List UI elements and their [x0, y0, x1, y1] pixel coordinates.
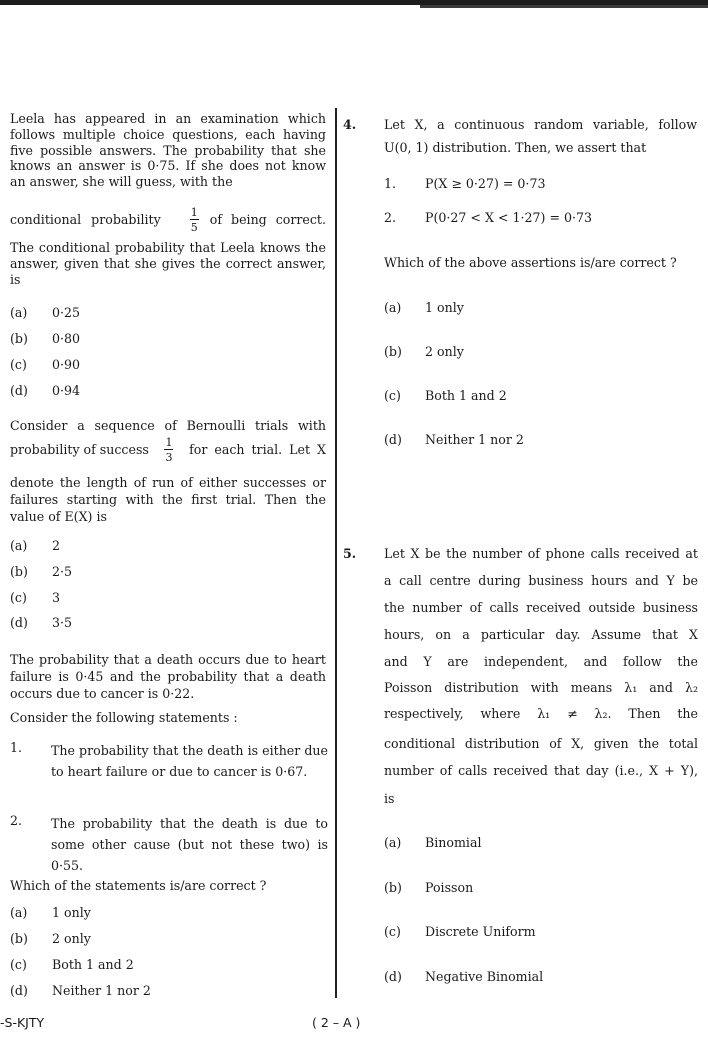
- option-text: 3: [52, 590, 61, 605]
- q3-option-d[interactable]: [10, 983, 151, 998]
- q4-statement-1-number: 1.: [384, 176, 397, 191]
- option-text: Discrete Uniform: [425, 924, 536, 939]
- q2-option-b[interactable]: [10, 564, 72, 579]
- option-label: (c): [10, 590, 27, 605]
- option-label: (b): [10, 931, 28, 946]
- q5-line-6: Poisson distribution with means λ₁ and λ₂: [384, 680, 698, 695]
- q2-rest-text: denote the length of run of either successes or failures starting with the first trial. Then the value of E(X) is: [10, 475, 326, 524]
- q4-line2: U(0, 1) distribution. Then, we assert that: [384, 140, 647, 155]
- option-text: Negative Binomial: [425, 969, 544, 984]
- option-label: (b): [384, 880, 402, 895]
- option-text: Both 1 and 2: [425, 388, 507, 403]
- q4-question: Which of the above assertions is/are correct ?: [384, 255, 677, 270]
- option-text: Poisson: [425, 880, 474, 895]
- q5-option-d[interactable]: [384, 969, 543, 984]
- option-text: 2: [52, 538, 61, 553]
- top-rule-accent: [420, 5, 708, 8]
- option-text: 0·94: [52, 383, 81, 398]
- q3-question: Which of the statements is/are correct ?: [10, 878, 267, 893]
- option-label: (a): [384, 835, 402, 850]
- statement-number: 2.: [10, 813, 23, 828]
- q-prev-stem-fraction-line: [10, 207, 326, 233]
- option-text: 2 only: [52, 931, 91, 946]
- option-label: (b): [10, 331, 28, 346]
- q-prev-question: [10, 240, 326, 287]
- q2-text-probability: probability of success: [10, 441, 149, 457]
- option-label: (c): [384, 388, 401, 403]
- option-text: 1 only: [425, 300, 464, 315]
- q5-line-9: number of calls received that day (i.e., X + Y),: [384, 763, 698, 778]
- option-label: (b): [10, 564, 28, 579]
- option-text: 3·5: [52, 615, 73, 630]
- footer-code: -S-KJTY: [0, 1015, 45, 1030]
- fraction-one-third: [164, 437, 173, 463]
- q3-intro: [10, 651, 326, 702]
- q5-line-2: a call centre during business hours and Y be: [384, 573, 698, 588]
- q4-option-a[interactable]: [384, 300, 464, 315]
- option-label: (a): [10, 305, 28, 320]
- option-text: Neither 1 nor 2: [425, 432, 524, 447]
- q2-option-c[interactable]: [10, 590, 60, 605]
- q2-line1: [10, 418, 326, 435]
- fraction-one-fifth: [190, 207, 199, 233]
- q-prev-option-c[interactable]: [10, 357, 80, 372]
- q-prev-text-correct: of being correct.: [209, 211, 326, 227]
- q3-option-b[interactable]: [10, 931, 91, 946]
- q-prev-option-a[interactable]: [10, 305, 80, 320]
- option-label: (a): [10, 538, 28, 553]
- option-label: (d): [10, 383, 28, 398]
- q-prev-paragraph: Leela has appeared in an examination which follows multiple choice questions, each having five possible answers. The probability that she knows an answer is 0·75. If she does not know an answer, she will guess, with the: [10, 111, 326, 190]
- statement-text: The probability that the death is either due to heart failure or due to cancer is 0·67.: [51, 743, 328, 779]
- q4-line1: Let X, a continuous random variable, follow: [384, 117, 697, 132]
- statement-number: 1.: [10, 740, 23, 755]
- q2-option-d[interactable]: [10, 615, 72, 630]
- option-label: (d): [10, 983, 28, 998]
- option-text: 1 only: [52, 905, 91, 920]
- q5-line-1: Let X be the number of phone calls received at: [384, 546, 698, 561]
- q3-option-a[interactable]: [10, 905, 91, 920]
- q-prev-stem: [10, 111, 326, 190]
- statement-text: The probability that the death is due to some other cause (but not these two) is 0·55.: [51, 816, 328, 873]
- q-prev-question-text: The conditional probability that Leela knows the answer, given that she gives the correct answer, is: [10, 240, 326, 287]
- fraction-numerator: 1: [190, 206, 198, 219]
- option-label: (a): [384, 300, 402, 315]
- option-text: 0·25: [52, 305, 81, 320]
- q5-option-b[interactable]: [384, 880, 473, 895]
- q2-rest: [10, 474, 326, 525]
- q4-statement-2-number: 2.: [384, 210, 397, 225]
- q5-line-5: and Y are independent, and follow the: [384, 654, 698, 669]
- q2-fraction-line: [10, 437, 326, 463]
- q-prev-option-b[interactable]: [10, 331, 80, 346]
- q3-option-c[interactable]: [10, 957, 134, 972]
- fraction-denominator: 5: [190, 221, 198, 234]
- option-label: (b): [384, 344, 402, 359]
- option-label: (c): [384, 924, 401, 939]
- q2-text-each-trial: for each trial. Let X: [189, 441, 326, 457]
- option-text: 0·80: [52, 331, 81, 346]
- q-prev-option-d[interactable]: [10, 383, 80, 398]
- q5-option-a[interactable]: [384, 835, 481, 850]
- q5-option-c[interactable]: [384, 924, 536, 939]
- option-label: (c): [10, 357, 27, 372]
- q-prev-text-conditional: conditional probability: [10, 211, 161, 227]
- option-label: (d): [10, 615, 28, 630]
- option-text: Both 1 and 2: [52, 957, 134, 972]
- q5-number: 5.: [343, 546, 357, 561]
- q5-line-7: respectively, where λ₁ ≠ λ₂. Then the: [384, 706, 698, 721]
- option-text: 2·5: [52, 564, 73, 579]
- option-label: (d): [384, 432, 402, 447]
- column-divider: [335, 108, 337, 998]
- q5-line-4: hours, on a particular day. Assume that X: [384, 627, 698, 642]
- q5-line-8: conditional distribution of X, given the total: [384, 736, 698, 751]
- q2-line1-text: Consider a sequence of Bernoulli trials with: [10, 418, 326, 433]
- option-text: 2 only: [425, 344, 464, 359]
- q4-option-c[interactable]: [384, 388, 507, 403]
- footer-page-number: ( 2 – A ): [312, 1015, 361, 1030]
- q5-line-3: the number of calls received outside business: [384, 600, 698, 615]
- q3-consider: Consider the following statements :: [10, 710, 238, 725]
- option-text: Binomial: [425, 835, 482, 850]
- q3-intro-text: The probability that a death occurs due to heart failure is 0·45 and the probability that a death occurs due to cancer is 0·22.: [10, 652, 326, 701]
- q4-statement-1: P(X ≥ 0·27) = 0·73: [425, 176, 546, 191]
- q5-line-10: is: [384, 791, 395, 806]
- option-label: (d): [384, 969, 402, 984]
- q4-option-b[interactable]: [384, 344, 464, 359]
- q4-number: 4.: [343, 117, 357, 132]
- option-label: (c): [10, 957, 27, 972]
- q4-statement-2: P(0·27 < X < 1·27) = 0·73: [425, 210, 593, 225]
- option-text: Neither 1 nor 2: [52, 983, 151, 998]
- fraction-numerator: 1: [165, 436, 173, 449]
- q2-option-a[interactable]: [10, 538, 60, 553]
- option-label: (a): [10, 905, 28, 920]
- fraction-denominator: 3: [165, 451, 173, 464]
- q4-option-d[interactable]: [384, 432, 524, 447]
- option-text: 0·90: [52, 357, 81, 372]
